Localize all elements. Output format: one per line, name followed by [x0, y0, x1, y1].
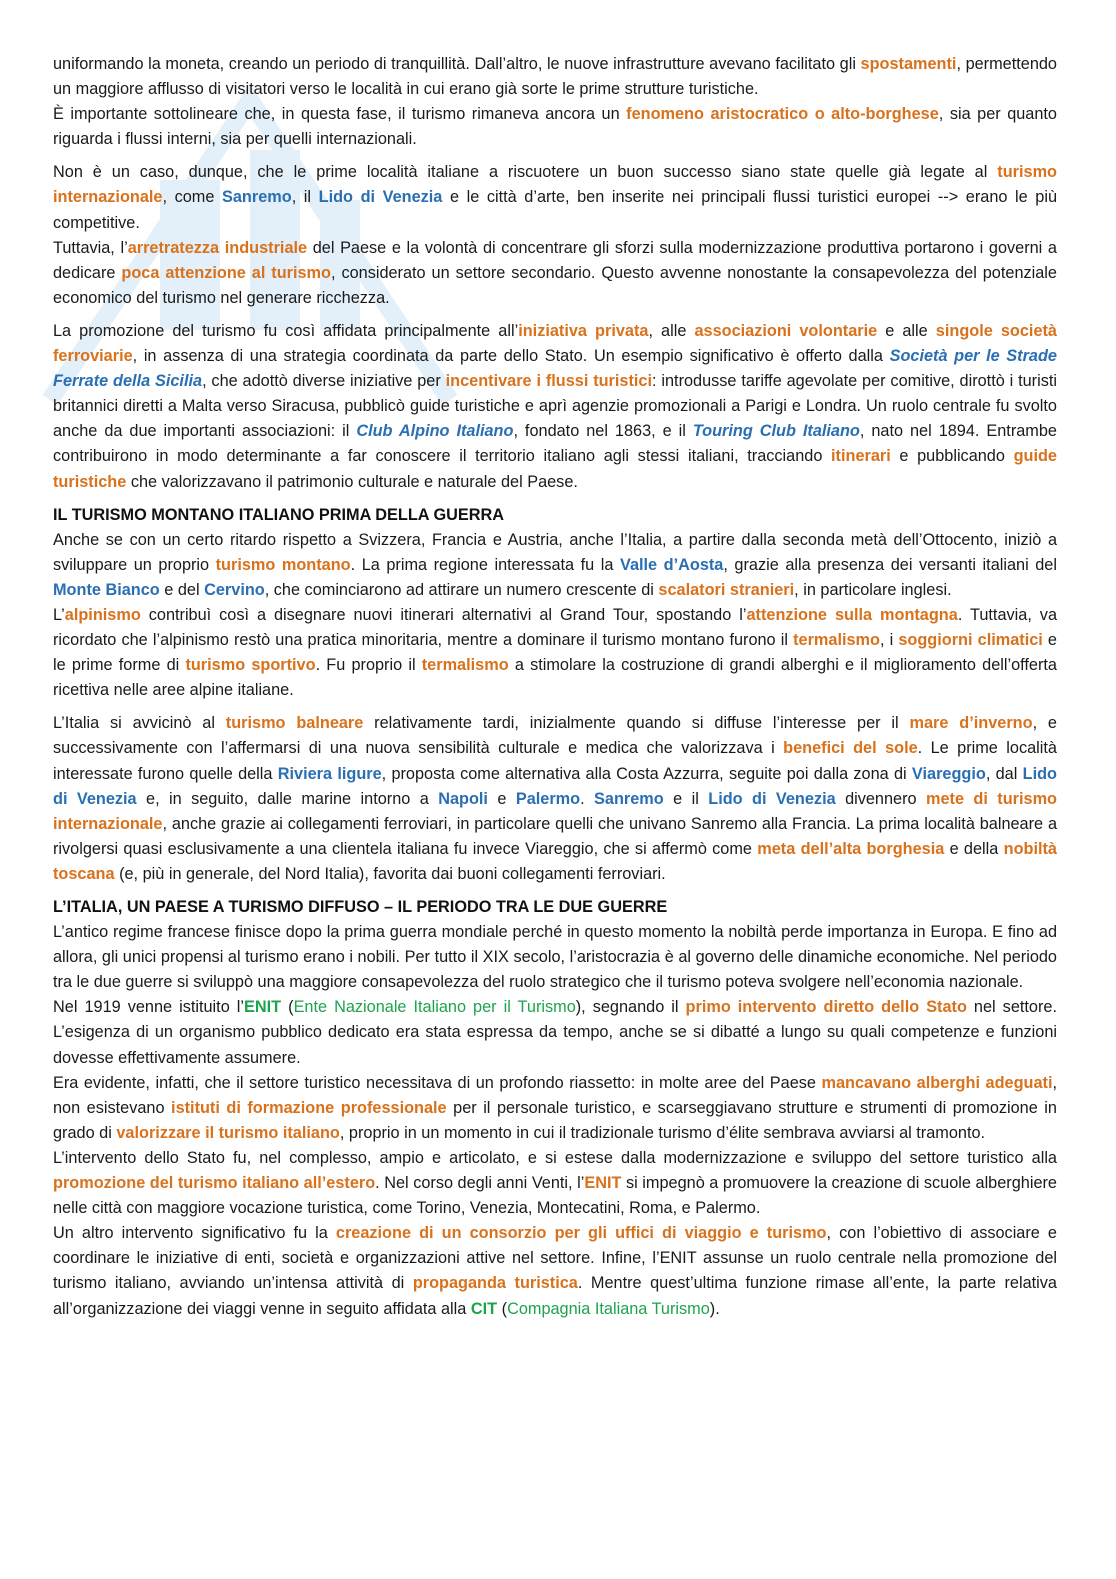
text-run: ), segnando il: [575, 998, 686, 1017]
place-name: Sanremo: [594, 789, 664, 808]
text-run: che valorizzavano il patrimonio culturale e naturale del Paese.: [126, 472, 578, 491]
place-name: Lido di Venezia: [53, 764, 1057, 808]
text-run: (: [497, 1299, 508, 1318]
acronym: ENIT: [244, 998, 282, 1017]
highlight: arretratezza industriale: [127, 238, 308, 257]
highlight: valorizzare il turismo italiano: [116, 1123, 340, 1142]
highlight: turismo balneare: [225, 714, 364, 733]
text-run: relativamente tardi, inizialmente quando si diffuse l’interesse per il: [363, 714, 910, 733]
text-run: . Mentre quest’ultima funzione rimase all’ente, la parte relativa all’organizzazione dei viaggi venne in seguito affidata alla: [53, 1274, 1057, 1318]
text-run: contribuì così a disegnare nuovi itinerari alternativi al Grand Tour, spostando l’: [140, 605, 747, 624]
text-run: si impegnò a promuovere la creazione di scuole alberghiere nelle città con maggiore vocazione turistica, come Torino, Venezia, Montecatini, Roma, e Palermo.: [53, 1174, 1057, 1218]
text-run: e alle: [877, 321, 936, 340]
text-run: , e successivamente con l’affermarsi di una nuova sensibilità culturale e medica che valorizzava i: [53, 714, 1057, 758]
highlight: itinerari: [831, 447, 891, 466]
paragraph-11: [53, 1071, 1057, 1146]
text-run: . Le prime località interessate furono quelle della: [53, 739, 1057, 783]
text-run: ).: [709, 1299, 720, 1318]
text-run: Anche se con un certo ritardo rispetto a Svizzera, Francia e Austria, anche l’Italia, a partire dalla seconda metà dell’Ottocento, iniziò a sviluppare un proprio: [53, 530, 1057, 574]
text-run: , considerato un settore secondario. Questo avvenne nonostante la consapevolezza del potenziale economico del turismo nel generare ricchezza.: [53, 263, 1057, 307]
paragraph-10: [53, 995, 1057, 1070]
organization-name: Club Alpino Italiano: [356, 422, 514, 441]
text-run: uniformando la moneta, creando un periodo di tranquillità. Dall’altro, le nuove infrastrutture avevano facilitato gli: [53, 55, 861, 73]
highlight: incentivare i flussi turistici: [445, 372, 652, 391]
highlight: mete di turismo internazionale: [53, 789, 1058, 833]
highlight: iniziativa privata: [518, 321, 649, 340]
place-name: Lido di Venezia: [708, 789, 836, 808]
text-run: Nel 1919 venne istituito l’: [53, 998, 245, 1017]
text-run: Tuttavia, l’: [53, 238, 128, 257]
text-run: , con l’obiettivo di associare e coordinare le iniziative di enti, società e organizzazioni attive nel settore. Infine, l’ENIT assunse un ruolo centrale nella promozione del turismo italiano, avviando un’intensa attività di: [53, 1224, 1057, 1293]
paragraph-4: [53, 236, 1057, 311]
text-run: a stimolare la costruzione di grandi alberghi e il miglioramento dell’offerta ricettiva nelle aree alpine italiane.: [53, 656, 1057, 700]
paragraph-3: [53, 160, 1057, 235]
text-run: , fondato nel 1863, e il: [513, 422, 693, 441]
text-run: , permettendo un maggiore afflusso di visitatori verso le località in cui erano già sorte le prime strutture turistiche.: [53, 55, 1057, 99]
text-run: : introdusse tariffe agevolate per comitive, dirottò i turisti britannici diretti a Malta verso Siracusa, pubblicò guide turistiche e aprì agenzie promozionali a Parigi e Londra. Un ruolo centrale fu svolto anche da due importanti associazioni: il: [53, 372, 1057, 441]
text-run: per il personale turistico, e scarseggiavano strutture e strumenti di promozione in grado di: [53, 1098, 1057, 1142]
text-run: , sia per quanto riguarda i flussi interni, sia per quelli internazionali.: [53, 105, 1057, 149]
text-run: Non è un caso, dunque, che le prime località italiane a riscuotere un buon successo siano state quelle già legate al: [53, 163, 998, 182]
highlight: spostamenti: [860, 55, 957, 73]
paragraph-8: [53, 711, 1057, 887]
section-heading-diffuso: L’ITALIA, UN PAESE A TURISMO DIFFUSO – IL PERIODO TRA LE DUE GUERRE: [53, 898, 668, 916]
place-name: Lido di Venezia: [318, 188, 443, 207]
highlight: fenomeno aristocratico o alto-borghese: [626, 105, 939, 124]
document-page: [53, 52, 1057, 1322]
text-run: .: [580, 789, 595, 808]
highlight: singole società ferroviarie: [53, 321, 1057, 366]
highlight: turismo sportivo: [185, 656, 316, 675]
highlight: poca attenzione al turismo: [121, 263, 331, 282]
paragraph-7: [53, 603, 1057, 703]
highlight: nobiltà toscana: [53, 839, 1057, 883]
paragraph-12: [53, 1146, 1057, 1221]
text-run: Era evidente, infatti, che il settore turistico necessitava di un profondo riassetto: in molte aree del Paese: [53, 1073, 822, 1092]
place-name: Monte Bianco: [53, 580, 160, 599]
text-run: , proposta come alternativa alla Costa Azzurra, seguite poi dalla zona di: [381, 764, 912, 783]
text-run: L’intervento dello Stato fu, nel complesso, ampio e articolato, e si estese dalla modernizzazione e sviluppo del settore turistico alla: [53, 1148, 1057, 1167]
text-run: , non esistevano: [53, 1073, 1057, 1117]
highlight: termalismo: [421, 656, 509, 675]
place-name: Sanremo: [222, 188, 292, 207]
text-run: , dal: [985, 764, 1023, 783]
text-run: L’antico regime francese finisce dopo la prima guerra mondiale perché in questo momento la nobiltà perde importanza in Europa. E fino ad allora, gli unici propensi al turismo erano i nobili. Per tutto il XIX secolo, l’aristocrazia è al governo delle dinamiche economiche. Nel periodo tra le due guerre si sviluppò una maggiore consapevolezza del ruolo strategico che il turismo poteva svolgere nell’economia nazionale.: [53, 923, 1057, 992]
place-name: Palermo: [515, 789, 581, 808]
text-run: (: [281, 998, 294, 1017]
text-run: e le prime forme di: [53, 631, 1057, 675]
text-run: nel settore. L’esigenza di un organismo pubblico dedicato era stata espressa da tempo, anche se si dibatté a lungo su quali competenze e funzioni dovesse effettivamente assumere.: [53, 998, 1057, 1067]
text-run: L’Italia si avvicinò al: [53, 714, 226, 733]
highlight: alpinismo: [64, 605, 141, 624]
highlight: turismo montano: [215, 555, 351, 574]
highlight: ENIT: [584, 1174, 622, 1193]
text-run: È importante sottolineare che, in questa fase, il turismo rimaneva ancora un: [53, 105, 627, 124]
text-run: , che adottò diverse iniziative per: [202, 372, 446, 391]
organization-name: Società per le Strade Ferrate della Sicilia: [53, 347, 1057, 391]
text-run: , il: [291, 188, 319, 207]
acronym: CIT: [470, 1299, 498, 1318]
section-heading-montano: IL TURISMO MONTANO ITALIANO PRIMA DELLA GUERRA: [53, 505, 505, 524]
text-run: Un altro intervento significativo fu la: [53, 1224, 336, 1243]
highlight: termalismo: [793, 631, 880, 650]
text-run: , anche grazie ai collegamenti ferroviari, in particolare quelli che univano Sanremo alla Francia. La prima località balneare a rivolgersi quasi esclusivamente a una clientela italiana fu invece Viareggio, che si affermò come: [53, 814, 1057, 858]
highlight: creazione di un consorzio per gli uffici di viaggio e turismo: [335, 1224, 827, 1243]
text-run: L’: [53, 605, 65, 624]
text-run: e le città d’arte, ben inserite nei principali flussi turistici europei --> erano le più competitive.: [53, 188, 1058, 232]
paragraph-6: [53, 528, 1057, 603]
text-run: e: [487, 789, 516, 808]
paragraph-1: [53, 52, 1057, 102]
text-run: (e, più in generale, del Nord Italia), favorita dai buoni collegamenti ferroviari.: [114, 864, 666, 883]
highlight: associazioni volontarie: [694, 321, 878, 340]
text-run: e il: [663, 789, 709, 808]
text-run: e pubblicando: [890, 447, 1014, 466]
highlight: primo intervento diretto dello Stato: [685, 998, 967, 1017]
paragraph-9: [53, 920, 1057, 995]
highlight: meta dell’alta borghesia: [757, 839, 945, 858]
text-run: , in assenza di una strategia coordinata da parte dello Stato. Un esempio significativo è offerto dalla: [132, 347, 890, 366]
text-run: , proprio in un momento in cui il tradizionale turismo d’élite sembrava avviarsi al tramonto.: [339, 1123, 986, 1142]
text-run: , in particolare inglesi.: [794, 580, 952, 599]
place-name: Valle d’Aosta: [619, 555, 724, 574]
text-run: , grazie alla presenza dei versanti italiani del: [723, 555, 1057, 574]
highlight: soggiorni climatici: [898, 631, 1043, 650]
text-run: , i: [879, 631, 899, 650]
place-name: Riviera ligure: [277, 764, 382, 783]
acronym-expansion: Compagnia Italiana Turismo: [507, 1299, 710, 1318]
paragraph-2: [53, 102, 1057, 152]
text-run: . La prima regione interessata fu la: [350, 555, 620, 574]
place-name: Napoli: [438, 789, 488, 808]
text-run: , come: [162, 188, 222, 207]
text-run: , che cominciarono ad attirare un numero crescente di: [264, 580, 659, 599]
paragraph-13: [53, 1221, 1057, 1321]
highlight: benefici del sole: [783, 739, 918, 758]
text-run: . Tuttavia, va ricordato che l’alpinismo restò una pratica minoritaria, mentre a dominare il turismo montano furono il: [53, 605, 1057, 650]
highlight: turismo internazionale: [53, 163, 1057, 207]
text-run: del Paese e la volontà di concentrare gli sforzi sulla modernizzazione produttiva portarono i governi a dedicare: [53, 238, 1057, 282]
paragraph-5: [53, 319, 1057, 495]
text-run: e della: [944, 839, 1004, 858]
text-run: , alle: [648, 321, 695, 340]
highlight: istituti di formazione professionale: [171, 1098, 447, 1117]
highlight: mancavano alberghi adeguati: [821, 1073, 1053, 1092]
highlight: scalatori stranieri: [658, 580, 795, 599]
place-name: Viareggio: [911, 764, 986, 783]
text-run: , nato nel 1894. Entrambe contribuirono in modo determinante a far conoscere il territorio italiano agli stessi italiani, tracciando: [53, 422, 1057, 466]
text-run: e del: [159, 580, 205, 599]
organization-name: Touring Club Italiano: [692, 422, 860, 441]
text-run: divennero: [835, 789, 926, 808]
acronym-expansion: Ente Nazionale Italiano per il Turismo: [293, 998, 576, 1017]
highlight: promozione del turismo italiano all’estero: [53, 1174, 376, 1193]
text-run: La promozione del turismo fu così affidata principalmente all’: [53, 321, 519, 340]
text-run: . Nel corso degli anni Venti, l’: [375, 1174, 585, 1193]
text-run: . Fu proprio il: [315, 656, 422, 675]
highlight: attenzione sulla montagna: [746, 605, 958, 624]
place-name: Cervino: [204, 580, 265, 599]
highlight: guide turistiche: [53, 447, 1057, 491]
highlight: propaganda turistica: [412, 1274, 578, 1293]
text-run: e, in seguito, dalle marine intorno a: [136, 789, 439, 808]
highlight: mare d’inverno: [909, 714, 1033, 733]
